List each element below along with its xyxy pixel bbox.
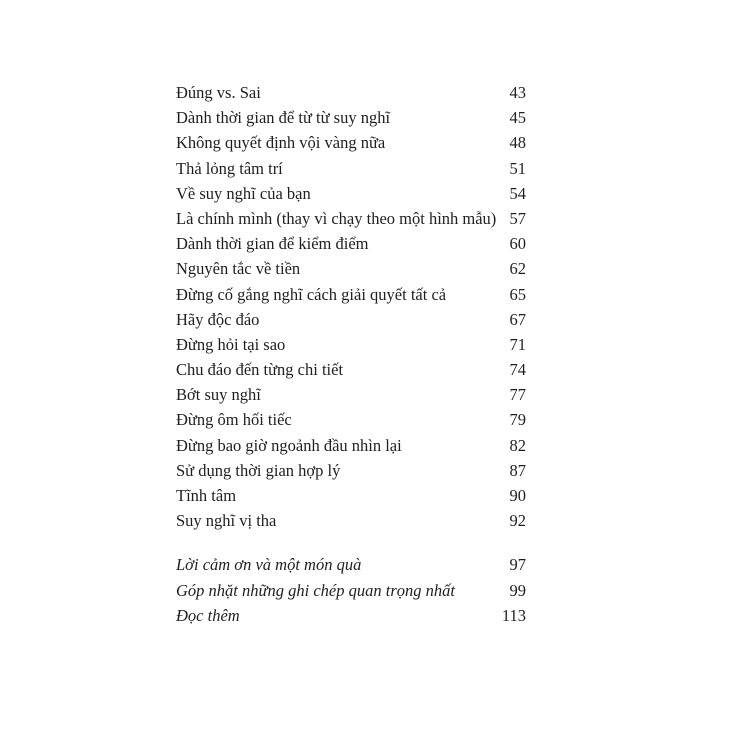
toc-entry-title: Bớt suy nghĩ bbox=[176, 385, 261, 405]
toc-entry-title: Lời cảm ơn và một món quà bbox=[176, 555, 362, 575]
toc-entry-title: Dành thời gian để từ từ suy nghĩ bbox=[176, 108, 391, 128]
toc-entry-page: 51 bbox=[509, 158, 526, 178]
toc-entry bbox=[176, 206, 526, 231]
toc-entry bbox=[176, 508, 526, 533]
toc-entry-back bbox=[176, 552, 526, 577]
toc-entry-page: 79 bbox=[509, 410, 526, 430]
toc-entry-page: 87 bbox=[509, 460, 526, 480]
toc-entry bbox=[176, 332, 526, 357]
toc-entry-title: Đừng ôm hối tiếc bbox=[176, 410, 292, 430]
toc-entry-title: Đừng bao giờ ngoảnh đầu nhìn lại bbox=[176, 435, 402, 455]
toc-entry-title: Suy nghĩ vị tha bbox=[176, 511, 277, 531]
toc-entry bbox=[176, 458, 526, 483]
toc-entry bbox=[176, 156, 526, 181]
toc-entry bbox=[176, 256, 526, 281]
toc-entry bbox=[176, 307, 526, 332]
toc-entry-page: 77 bbox=[509, 385, 526, 405]
toc-entry bbox=[176, 382, 526, 407]
toc-entry-title: Về suy nghĩ của bạn bbox=[176, 183, 311, 203]
toc-entry-title: Thả lỏng tâm trí bbox=[176, 158, 283, 178]
toc-entry-title: Là chính mình (thay vì chạy theo một hình mẫu) bbox=[176, 208, 497, 228]
toc-entry-page: 65 bbox=[509, 284, 526, 304]
toc-entry-page: 43 bbox=[509, 83, 526, 102]
toc-entry-title: Đọc thêm bbox=[176, 605, 240, 625]
toc-entry-title: Đúng vs. Sai bbox=[176, 83, 261, 102]
toc-entry-page: 48 bbox=[509, 133, 526, 153]
toc-entry-page: 60 bbox=[509, 234, 526, 254]
toc-entry-page: 54 bbox=[509, 183, 526, 203]
toc-entry-title: Sử dụng thời gian hợp lý bbox=[176, 460, 341, 480]
toc-entry bbox=[176, 181, 526, 206]
toc-entry-title: Tĩnh tâm bbox=[176, 486, 237, 505]
toc-entry-title: Đừng hỏi tại sao bbox=[176, 334, 286, 354]
toc-entry bbox=[176, 105, 526, 130]
toc-entry-title: Dành thời gian để kiểm điểm bbox=[176, 234, 369, 254]
toc-entry-title: Hãy độc đáo bbox=[176, 309, 260, 329]
toc-entry bbox=[176, 433, 526, 458]
toc-entry-back bbox=[176, 578, 526, 603]
toc-entry bbox=[176, 80, 526, 105]
toc-entry-page: 113 bbox=[501, 605, 526, 625]
toc-entry-page: 82 bbox=[509, 435, 526, 455]
toc-entry-page: 97 bbox=[509, 555, 526, 575]
toc-entry-back bbox=[176, 603, 526, 628]
toc-entry-page: 57 bbox=[509, 208, 526, 228]
toc-entry-page: 99 bbox=[509, 580, 526, 600]
toc-entry-page: 71 bbox=[509, 334, 526, 354]
toc-entry bbox=[176, 407, 526, 432]
toc-entry bbox=[176, 231, 526, 256]
toc-entry-title: Nguyên tắc về tiền bbox=[176, 259, 301, 279]
toc-entry-page: 74 bbox=[509, 360, 526, 380]
toc-entry-title: Không quyết định vội vàng nữa bbox=[176, 133, 386, 153]
toc-entry-page: 92 bbox=[509, 511, 526, 531]
toc-entry-page: 45 bbox=[509, 108, 526, 128]
toc-entry-title: Chu đáo đến từng chi tiết bbox=[176, 360, 344, 380]
section-spacer bbox=[176, 533, 526, 552]
toc-entry bbox=[176, 483, 526, 508]
table-of-contents bbox=[176, 80, 526, 628]
toc-entry bbox=[176, 282, 526, 307]
back-matter-list bbox=[176, 552, 526, 628]
toc-entry-title: Đừng cố gắng nghĩ cách giải quyết tất cả bbox=[176, 284, 447, 304]
toc-entry-page: 90 bbox=[509, 486, 526, 505]
main-entries-list bbox=[176, 80, 526, 533]
toc-entry-title: Góp nhặt những ghi chép quan trọng nhất bbox=[176, 580, 455, 600]
toc-entry bbox=[176, 357, 526, 382]
toc-entry-page: 62 bbox=[509, 259, 526, 279]
toc-entry bbox=[176, 130, 526, 155]
toc-entry-page: 67 bbox=[509, 309, 526, 329]
